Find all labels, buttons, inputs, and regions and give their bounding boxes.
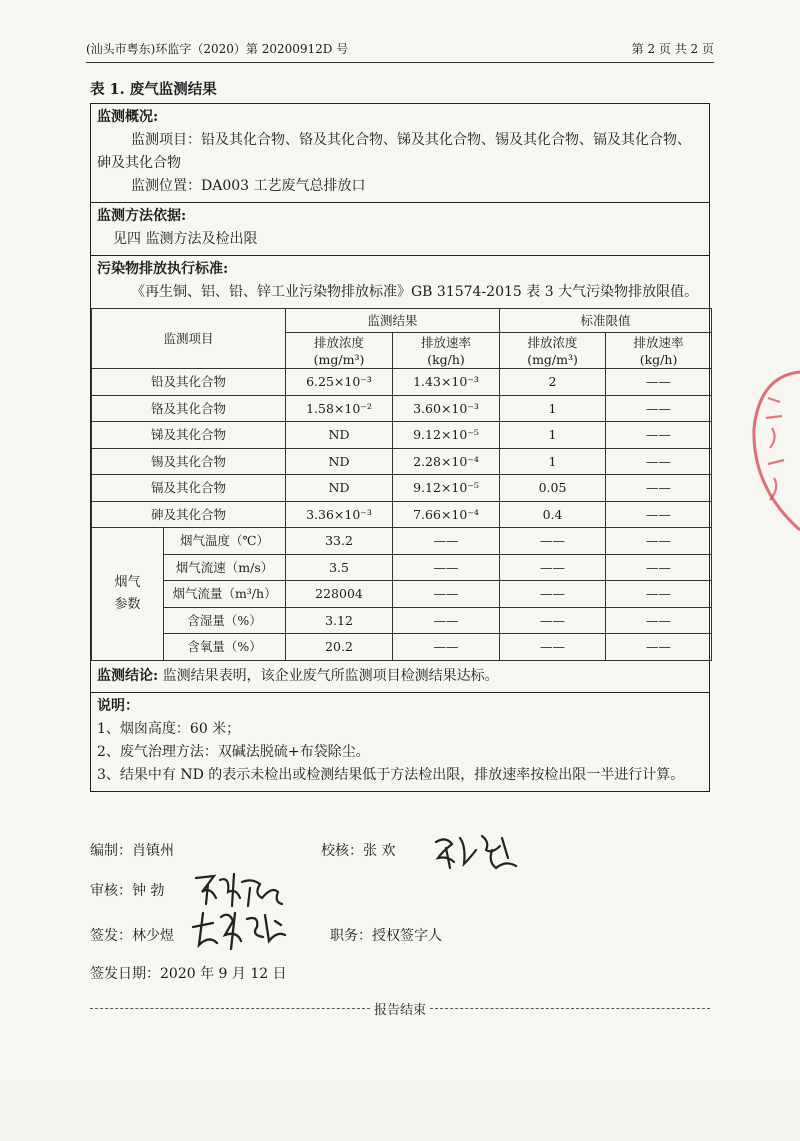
note-item: 1、烟囱高度：60 米； [97,720,241,737]
table-row: 烟气流量（m³/h） 228004 —— —— —— [92,581,712,608]
table-row: 砷及其化合物 3.36×10⁻³ 7.66×10⁻⁴ 0.4 —— [92,501,712,528]
table-row: 锑及其化合物 ND 9.12×10⁻⁵ 1 —— [92,422,712,449]
col-item-header: 监测项目 [92,309,286,369]
note-item: 3、结果中有 ND 的表示未检出或检测结果低于方法检出限，排放速率按检出限一半进行计算。 [97,766,685,783]
official-seal [740,368,800,538]
report-end-line [90,999,710,1018]
document-number: (汕头市粤东)环监字（2020）第 20200912D 号 [86,42,349,56]
table-row: 铅及其化合物 6.25×10⁻³ 1.43×10⁻³ 2 —— [92,369,712,396]
method-section [91,203,709,256]
standard-heading: 污染物排放执行标准: [97,261,229,277]
reviewer-signature [190,868,290,910]
signer-position: 职务：授权签字人 [330,928,442,944]
issuer-signature [185,905,295,953]
result-rate-header: 排放速率 (kg/h) [393,333,500,369]
overview-heading: 监测概况: [97,109,159,125]
notes-heading: 说明： [97,697,139,714]
limit-conc-header: 排放浓度 (mg/m³) [500,333,606,369]
table-title: 表 1. 废气监测结果 [90,81,217,98]
notes-section [91,693,709,791]
note-item: 2、废气治理方法：双碱法脱硫+布袋除尘。 [97,743,370,760]
header-rule [86,62,714,63]
method-heading: 监测方法依据: [97,208,187,224]
table-row: 含氧量（%） 20.2 —— —— —— [92,634,712,661]
page-number: 第 2 页 共 2 页 [631,42,714,56]
limit-rate-header: 排放速率 (kg/h) [606,333,712,369]
dash-right [430,1008,710,1009]
compiled-by: 编制：肖镇州 [90,843,174,859]
report-end: 报告结束 [374,1003,427,1018]
result-group-header: 监测结果 [286,309,500,333]
method-text: 见四 监测方法及检出限 [113,231,258,247]
issue-date: 签发日期：2020 年 9 月 12 日 [90,966,287,982]
limit-group-header: 标准限值 [500,309,712,333]
overview-section [91,104,709,203]
table-row: 镉及其化合物 ND 9.12×10⁻⁵ 0.05 —— [92,475,712,502]
flue-group-label: 烟气参数 [92,528,164,661]
report-box [90,103,710,792]
table-row: 含湿量（%） 3.12 —— —— —— [92,607,712,634]
conclusion-section [91,661,709,693]
issued-by: 签发：林少煜 [90,928,174,944]
standard-section [91,256,709,308]
conclusion-text: 监测结果表明，该企业废气所监测项目检测结果达标。 [162,667,499,684]
standard-text: 《再生铜、铝、铅、锌工业污染物排放标准》GB 31574-2015 表 3 大气污染物排放限值。 [131,284,699,300]
reviewed-by: 审核：钟 勃 [90,883,165,899]
results-table [91,308,712,661]
dash-left [90,1008,370,1009]
checker-signature [430,828,525,873]
overview-location: 监测位置：DA003 工艺废气总排放口 [131,178,366,194]
page-bottom-margin [0,1080,800,1141]
overview-items: 监测项目：铅及其化合物、铬及其化合物、锑及其化合物、锡及其化合物、镉及其化合物、砷及其化合物 [97,132,691,171]
result-conc-header: 排放浓度 (mg/m³) [286,333,393,369]
checked-by: 校核：张 欢 [321,843,396,859]
table-row: 锡及其化合物 ND 2.28×10⁻⁴ 1 —— [92,448,712,475]
table-row: 烟气参数 烟气温度（℃） 33.2 —— —— —— [92,528,712,555]
table-row: 烟气流速（m/s） 3.5 —— —— —— [92,554,712,581]
conclusion-heading: 监测结论: [97,667,159,684]
table-row: 铬及其化合物 1.58×10⁻² 3.60×10⁻³ 1 —— [92,395,712,422]
